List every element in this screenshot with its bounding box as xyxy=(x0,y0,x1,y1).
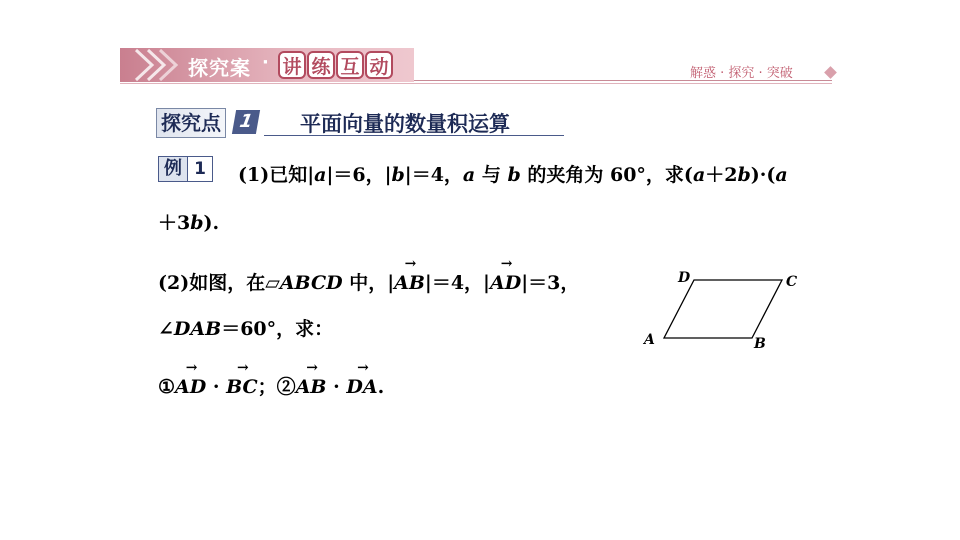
problem2-questions: ①→ AD · → BC；②→ AB · → DA. xyxy=(158,372,384,399)
vertex-label-b: B xyxy=(754,336,766,352)
vertex-label-d: D xyxy=(678,270,691,286)
banner-tag-4: 动 xyxy=(365,51,393,79)
header-right-text: 解惑 · 探究 · 突破 xyxy=(690,66,793,81)
example-badge xyxy=(158,156,213,182)
section-title: 平面向量的数量积运算 xyxy=(300,112,510,136)
section-rule xyxy=(264,135,564,136)
banner-tag-3: 互 xyxy=(336,51,364,79)
example-number: 1 xyxy=(188,156,213,182)
banner-tags xyxy=(278,51,393,79)
banner-tag-1: 讲 xyxy=(278,51,306,79)
parallelogram-figure xyxy=(630,262,810,362)
section-number: 1 xyxy=(232,110,260,134)
problem1-line1: (1)已知|a|＝6，|b|＝4，a 与 b 的夹角为 60°，求(a＋2b)·(a xyxy=(238,164,788,186)
example-label: 例 xyxy=(158,156,188,182)
banner-tag-2: 练 xyxy=(307,51,335,79)
banner-title: 探究案 xyxy=(188,56,251,80)
problem1-line2: ＋3b). xyxy=(158,212,220,234)
header-rule-secondary xyxy=(120,83,832,84)
chevron-decoration-icon xyxy=(132,48,182,82)
diamond-icon xyxy=(824,66,837,79)
section-label: 探究点 xyxy=(156,108,226,138)
problem2-line1: (2)如图，在▱ABCD 中，|→ AB|＝4，|→ AD|＝3， xyxy=(158,268,579,295)
banner-dot: · xyxy=(262,52,269,73)
vertex-label-a: A xyxy=(644,332,655,348)
problem2-line2: ∠DAB＝60°，求： xyxy=(158,318,334,340)
parallelogram-shape xyxy=(664,280,782,338)
vertex-label-c: C xyxy=(786,274,798,290)
